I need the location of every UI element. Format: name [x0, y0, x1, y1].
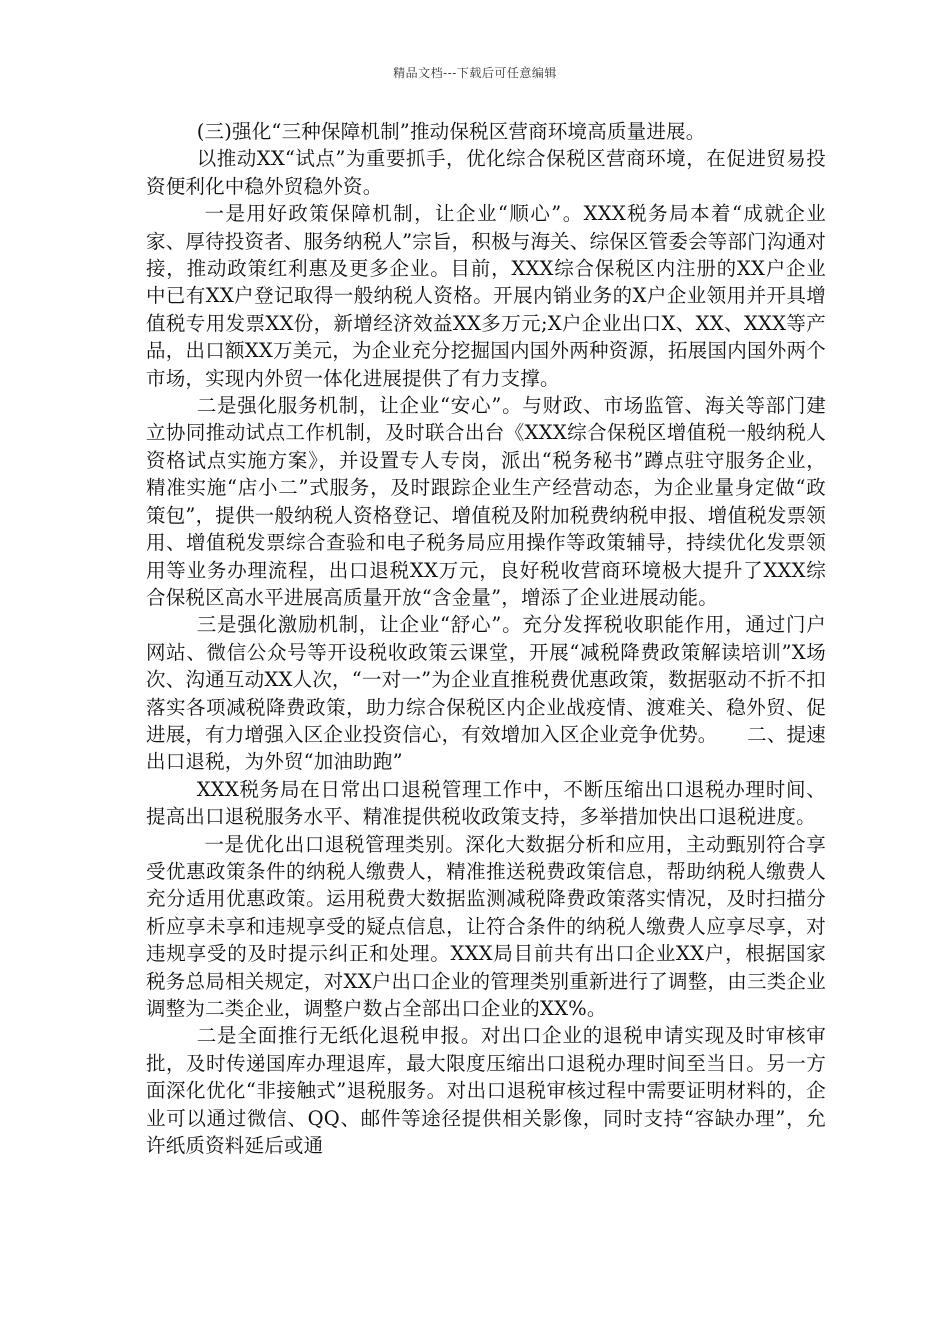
paragraph-policy-mechanism: 一是用好政策保障机制，让企业“顺心”。XXX税务局本着“成就企业家、厚待投资者、服务纳税人”宗旨，积极与海关、综保区管委会等部门沟通对接，推动政策红利惠及更多企业。目前，XXX综合保税区内注册的XX户企业中已有XX户登记取得一般纳税人资格。开展内销业务的X户企业领用并开具增值税专用发票XX份，新增经济效益XX多万元;X户企业出口X、XX、XXX等产品，出口额XX万美元，为企业充分挖掘国内国外两种资源，拓展国内国外两个市场，实现内外贸一体化进展提供了有力支撑。: [146, 202, 826, 390]
paragraph-incentive-mechanism: 三是强化激励机制，让企业“舒心”。充分发挥税收职能作用，通过门户网站、微信公众号等开设税收政策云课堂，开展“减税降费政策解读培训”X场次、沟通互动XX人次，“一对一”为企业直推税费优惠政策，数据驱动不折不扣落实各项减税降费政策，助力综合保税区内企业战疫情、渡难关、稳外贸、促进展，有力增强入区企业投资信心，有效增加入区企业竞争优势。 二、提速出口退税，为外贸“加油助跑”: [146, 613, 826, 774]
paragraph-paperless-refund: 二是全面推行无纸化退税申报。对出口企业的退税申请实现及时审核审批，及时传递国库办理退库，最大限度压缩出口退税办理时间至当日。另一方面深化优化“非接触式”退税服务。对出口退税审核过程中需要证明材料的，企业可以通过微信、QQ、邮件等途径提供相关影像，同时支持“容缺办理”，允许纸质资料延后或通: [146, 1024, 826, 1158]
page-header-watermark: 精品文档---下载后可任意编辑: [393, 66, 557, 80]
paragraph-intro: 以推动XX“试点”为重要抓手，优化综合保税区营商环境，在促进贸易投资便利化中稳外贸稳外资。: [146, 147, 826, 198]
paragraph-export-refund-intro: XXX税务局在日常出口退税管理工作中，不断压缩出口退税办理时间、提高出口退税服务水平、精准提供税收政策支持，多举措加快出口退税进度。: [146, 777, 826, 829]
paragraph-service-mechanism: 二是强化服务机制，让企业“安心”。与财政、市场监管、海关等部门建立协同推动试点工作机制，及时联合出台《XXX综合保税区增值税一般纳税人资格试点实施方案》，并设置专人专岗，派出“税务秘书”蹲点驻守服务企业，精准实施“店小二”式服务，及时跟踪企业生产经营动态，为企业量身定做“政策包”，提供一般纳税人资格登记、增值税及附加税费纳税申报、增值税发票领用、增值税发票综合查验和电子税务局应用操作等政策辅导，持续优化发票领用等业务办理流程，出口退税XX万元，良好税收营商环境极大提升了XXX综合保税区高水平进展高质量开放“含金量”，增添了企业进展动能。: [146, 394, 826, 609]
section-heading-three-mechanisms: (三)强化“三种保障机制”推动保税区营商环境高质量进展。: [196, 120, 706, 143]
paragraph-refund-category: 一是优化出口退税管理类别。深化大数据分析和应用，主动甄别符合享受优惠政策条件的纳税人缴费人，精准推送税费政策信息，帮助纳税人缴费人充分适用优惠政策。运用税费大数据监测减税降费政策落实情况，及时扫描分析应享未享和违规享受的疑点信息，让符合条件的纳税人缴费人应享尽享，对违规享受的及时提示纠正和处理。XXX局目前共有出口企业XX户，根据国家税务总局相关规定，对XX户出口企业的管理类别重新进行了调整，由三类企业调整为二类企业，调整户数占全部出口企业的XX%。: [146, 832, 826, 1020]
document-body: [146, 118, 826, 1159]
